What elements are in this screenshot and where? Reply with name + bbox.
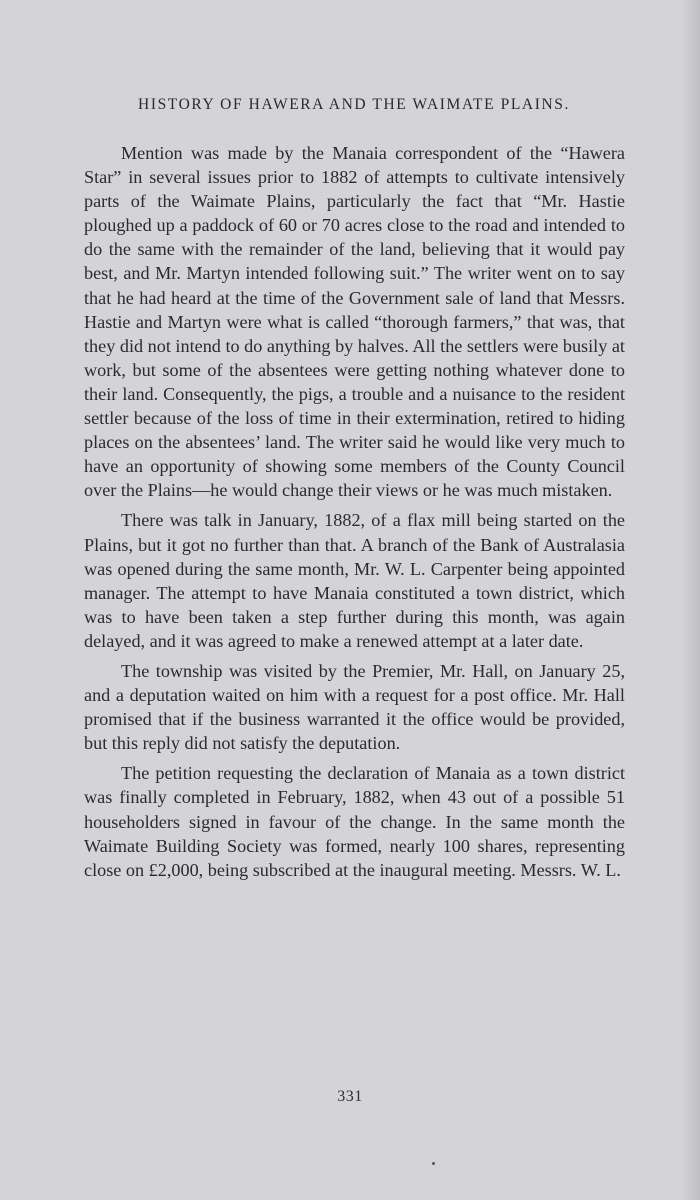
paper-speck — [432, 1162, 435, 1165]
running-head: HISTORY OF HAWERA AND THE WAIMATE PLAINS. — [138, 96, 570, 113]
page-edge-shadow — [682, 0, 700, 1200]
body-text — [84, 141, 625, 882]
page-number: 331 — [337, 1088, 363, 1105]
paragraph-3: The township was visited by the Premier, Mr. Hall, on January 25, and a deputation waited on him with a request for a post office. Mr. Hall promised that if the business warranted it the office would be provided, but this reply did not satisfy the deputation. — [84, 660, 625, 754]
paragraph-1: Mention was made by the Manaia correspondent of the “Hawera Star” in several issues prior to 1882 of attempts to cultivate intensively parts of the Waimate Plains, particularly the fact that “Mr. Hastie ploughed up a paddock of 60 or 70 acres close to the road and intended to do the same with the remainder of the land, believing that it would pay best, and Mr. Martyn intended following suit.” The writer went on to say that he had heard at the time of the Government sale of land that Messrs. Hastie and Martyn were what is called “thorough farmers,” that was, that they did not intend to do anything by halves. All the settlers were busily at work, but some of the absentees were getting nothing whatever done to their land. Consequently, the pigs, a trouble and a nuisance to the resident settler because of the loss of time in their extermination, retired to hiding places on the absentees’ land. The writer said he would like very much to have an opportunity of showing some members of the County Council over the Plains—he would change their views or he was much mistaken. — [84, 143, 625, 501]
paragraph-2: There was talk in January, 1882, of a flax mill being started on the Plains, but it got no further than that. A branch of the Bank of Australasia was opened during the same month, Mr. W. L. Carpenter being appointed manager. The attempt to have Manaia constituted a town district, which was to have been taken a step further during this month, was again delayed, and it was agreed to make a renewed attempt at a later date. — [84, 510, 625, 651]
paragraph-4: The petition requesting the declaration of Manaia as a town district was finally completed in February, 1882, when 43 out of a possible 51 householders signed in favour of the change. In the same month the Waimate Building Society was formed, nearly 100 shares, representing close on £2,000, being subscribed at the inaugural meeting. Messrs. W. L. — [84, 763, 625, 880]
